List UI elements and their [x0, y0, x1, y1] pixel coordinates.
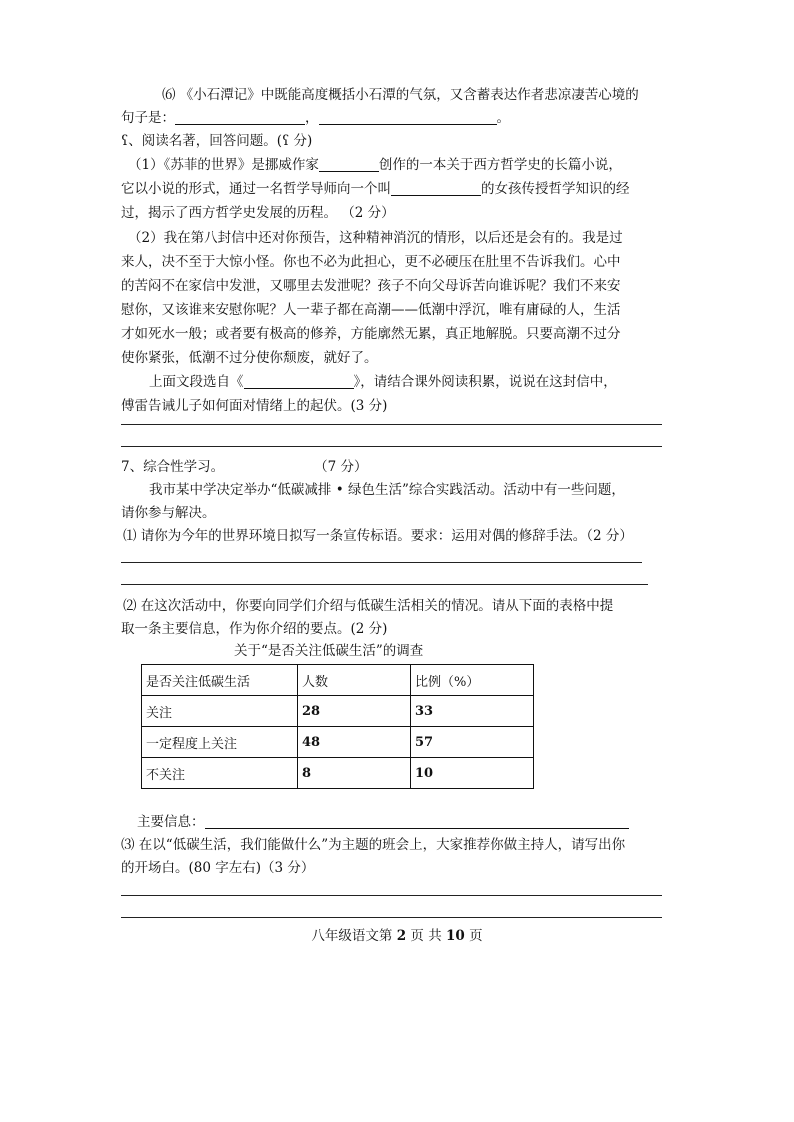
period: 。 — [496, 110, 510, 126]
table-row — [142, 727, 534, 758]
q7-intro-line1: 我市某中学决定举办“低碳减排 • 绿色生活”综合实践活动。活动中有一些问题， — [149, 482, 625, 498]
answer-line[interactable] — [121, 584, 648, 585]
separator: ， — [305, 110, 319, 126]
q5-p1-line2 — [121, 180, 630, 198]
q7-sub1: ⑴ 请你为今年的世界环境日拟写一条宣传标语。要求：运用对偶的修辞手法。（2 分） — [123, 528, 633, 544]
text: 》，请结合课外阅读积累，说说在这封信中， — [353, 374, 617, 390]
q5-p2-question-line1 — [149, 373, 617, 391]
page-total: 10 — [445, 928, 465, 944]
table-title: 关于“是否关注低碳生活”的调查 — [234, 643, 424, 659]
text: 八年级语文第 — [311, 928, 397, 944]
table-cell: 不关注 — [142, 758, 298, 789]
answer-line[interactable] — [121, 895, 662, 896]
table-cell: 8 — [298, 758, 411, 789]
text: （1）《苏菲的世界》是挪威作家 — [128, 157, 319, 173]
q5-p2-line1: （2）我在第八封信中还对你预告，这种精神消沉的情形，以后还是会有的。我是过 — [128, 230, 623, 246]
q5-p2-line6: 使你紧张，低潮不过分使你颓废，就好了。 — [121, 350, 378, 366]
answer-blank[interactable] — [175, 110, 305, 125]
table-header-cell: 是否关注低碳生活 — [142, 665, 298, 696]
text: 7、综合性学习。 — [121, 459, 225, 475]
q6-item6-line2 — [121, 109, 510, 127]
q6-item6-line1: ⑹ 《小石潭记》中既能高度概括小石潭的气氛，又含蓄表达作者悲凉凄苦心境的 — [162, 87, 639, 103]
score: （7 分） — [314, 459, 368, 475]
text: 页 共 — [406, 928, 446, 944]
q5-p1-line3: 过，揭示了西方哲学史发展的历程。 （2 分） — [121, 205, 395, 221]
main-info-line — [137, 813, 629, 831]
table-row — [142, 696, 534, 727]
table-cell: 一定程度上关注 — [142, 727, 298, 758]
text: 页 — [464, 928, 483, 944]
q6-item6-label: 句子是： — [121, 110, 175, 126]
page-footer — [0, 924, 794, 944]
survey-table — [141, 664, 534, 789]
q5-p2-line2: 来人，决不至于大惊小怪。你也不必为此担心，更不必硬压在肚里不告诉我们。心中 — [121, 254, 621, 270]
q5-p2-line3: 的苦闷不在家信中发泄，又哪里去发泄呢？孩子不向父母诉苦向谁诉呢？我们不来安 — [121, 278, 621, 294]
text: 它以小说的形式，通过一名哲学导师向一个叫 — [121, 181, 391, 197]
main-info-label: 主要信息： — [137, 814, 205, 830]
q7-intro-line2: 请你参与解决。 — [121, 505, 216, 521]
table-cell: 关注 — [142, 696, 298, 727]
answer-line[interactable] — [121, 917, 662, 918]
answer-line[interactable] — [121, 424, 662, 425]
text: 上面文段选自《 — [149, 374, 244, 390]
q5-p2-line4: 慰你，又该谁来安慰你呢？人一辈子都在高潮——低潮中浮沉，唯有庸碌的人，生活 — [121, 302, 621, 318]
answer-blank[interactable] — [319, 157, 379, 172]
answer-blank[interactable] — [244, 374, 354, 389]
q5-p2-line5: 才如死水一般；或者要有极高的修养，方能廓然无累，真正地解脱。只要高潮不过分 — [121, 326, 621, 342]
q5-p2-question-line2: 傅雷告诫儿子如何面对情绪上的起伏。(3 分) — [121, 398, 388, 414]
table-header-cell: 人数 — [298, 665, 411, 696]
table-header-cell: 比例（%） — [411, 665, 534, 696]
answer-blank[interactable] — [319, 110, 497, 125]
q7-sub3-line1: ⑶ 在以“低碳生活，我们能做什么”为主题的班会上，大家推荐你做主持人，请写出你 — [121, 837, 626, 853]
table-cell: 33 — [411, 696, 534, 727]
table-row — [142, 758, 534, 789]
table-cell: 10 — [411, 758, 534, 789]
q7-heading — [121, 458, 367, 476]
answer-blank[interactable] — [391, 181, 481, 196]
answer-line[interactable] — [121, 562, 642, 563]
answer-line[interactable] — [121, 446, 662, 447]
table-cell: 57 — [411, 727, 534, 758]
table-cell: 48 — [298, 727, 411, 758]
q7-sub2-line2: 取一条主要信息，作为你介绍的要点。(2 分) — [121, 621, 388, 637]
q7-sub2-line1: ⑵ 在这次活动中，你要向同学们介绍与低碳生活相关的情况。请从下面的表格中提 — [123, 598, 614, 614]
page-number: 2 — [396, 928, 407, 944]
table-header-row — [142, 665, 534, 696]
answer-blank[interactable] — [205, 814, 629, 829]
q7-sub3-line2: 的开场白。(80 字左右)（3 分） — [121, 860, 315, 876]
table-cell: 28 — [298, 696, 411, 727]
text: 创作的一本关于西方哲学史的长篇小说， — [378, 157, 622, 173]
text: 的女孩传授哲学知识的经 — [481, 181, 630, 197]
q5-p1-line1 — [128, 156, 622, 174]
q5-heading: ʕ、阅读名著，回答问题。(ʕ 分) — [121, 133, 313, 149]
